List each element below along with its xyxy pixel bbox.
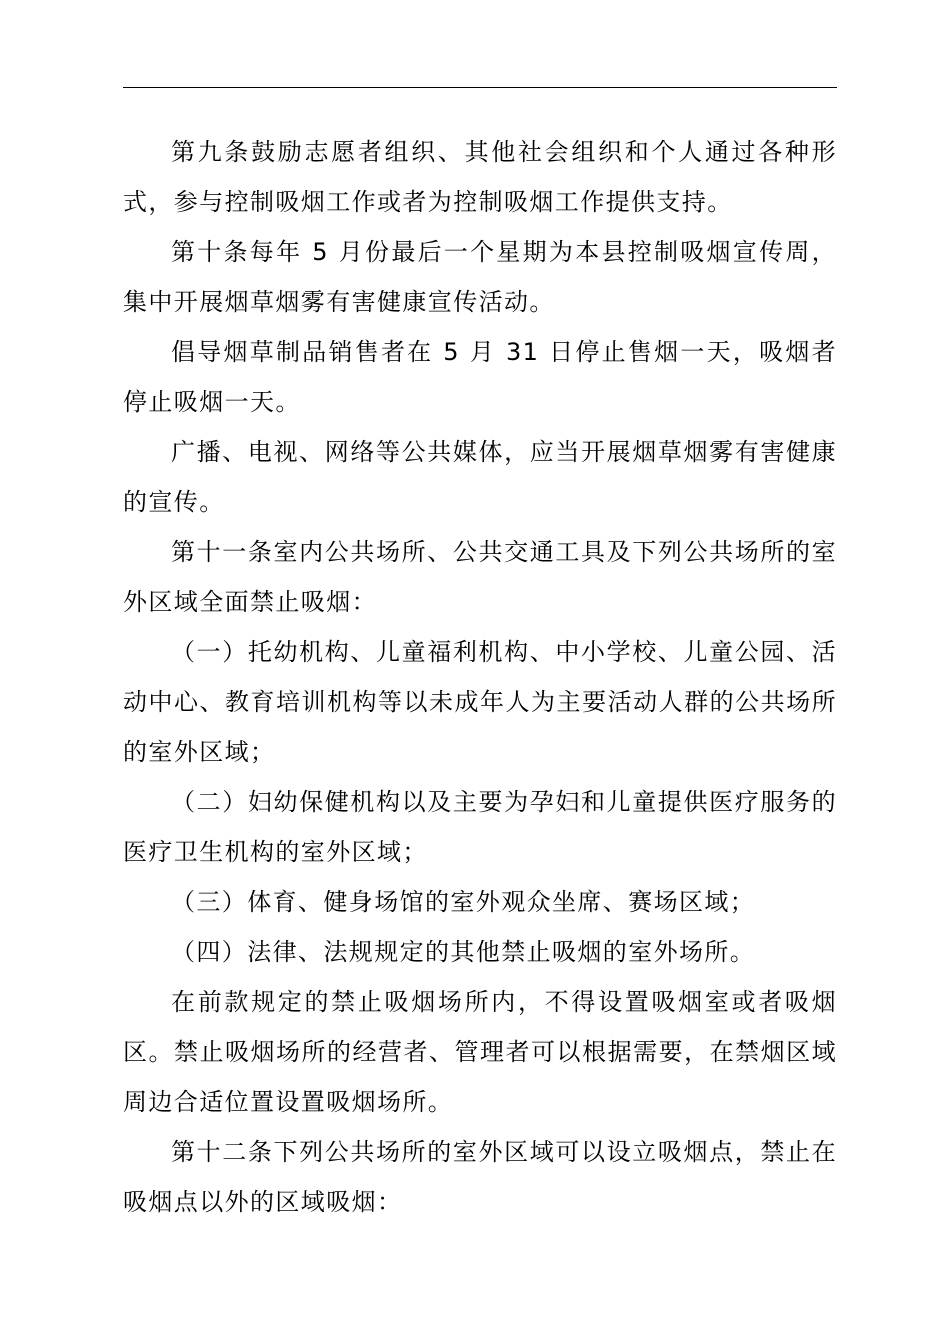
document-body bbox=[123, 127, 837, 1227]
header-rule bbox=[123, 87, 837, 88]
list-item-1: （一）托幼机构、儿童福利机构、中小学校、儿童公园、活动中心、教育培训机构等以未成年人为主要活动人群的公共场所的室外区域； bbox=[123, 638, 837, 766]
list-item-3: （三）体育、健身场馆的室外观众坐席、赛场区域； bbox=[171, 888, 756, 916]
paragraph-article-12: 第十二条下列公共场所的室外区域可以设立吸烟点，禁止在吸烟点以外的区域吸烟： bbox=[123, 1138, 837, 1216]
paragraph-article-10: 第十条每年 5 月份最后一个星期为本县控制吸烟宣传周，集中开展烟草烟雾有害健康宣传活动。 bbox=[123, 238, 837, 316]
paragraph-stop-selling: 倡导烟草制品销售者在 5 月 31 日停止售烟一天，吸烟者停止吸烟一天。 bbox=[123, 338, 837, 416]
list-item-2: （二）妇幼保健机构以及主要为孕妇和儿童提供医疗服务的医疗卫生机构的室外区域； bbox=[123, 788, 837, 866]
paragraph-smoking-room: 在前款规定的禁止吸烟场所内，不得设置吸烟室或者吸烟区。禁止吸烟场所的经营者、管理者可以根据需要，在禁烟区域周边合适位置设置吸烟场所。 bbox=[123, 988, 837, 1116]
paragraph-article-11: 第十一条室内公共场所、公共交通工具及下列公共场所的室外区域全面禁止吸烟： bbox=[123, 538, 837, 616]
paragraph-article-9: 第九条鼓励志愿者组织、其他社会组织和个人通过各种形式，参与控制吸烟工作或者为控制吸烟工作提供支持。 bbox=[123, 138, 837, 216]
paragraph-public-media: 广播、电视、网络等公共媒体，应当开展烟草烟雾有害健康的宣传。 bbox=[123, 438, 837, 516]
list-item-4: （四）法律、法规规定的其他禁止吸烟的室外场所。 bbox=[171, 938, 756, 966]
